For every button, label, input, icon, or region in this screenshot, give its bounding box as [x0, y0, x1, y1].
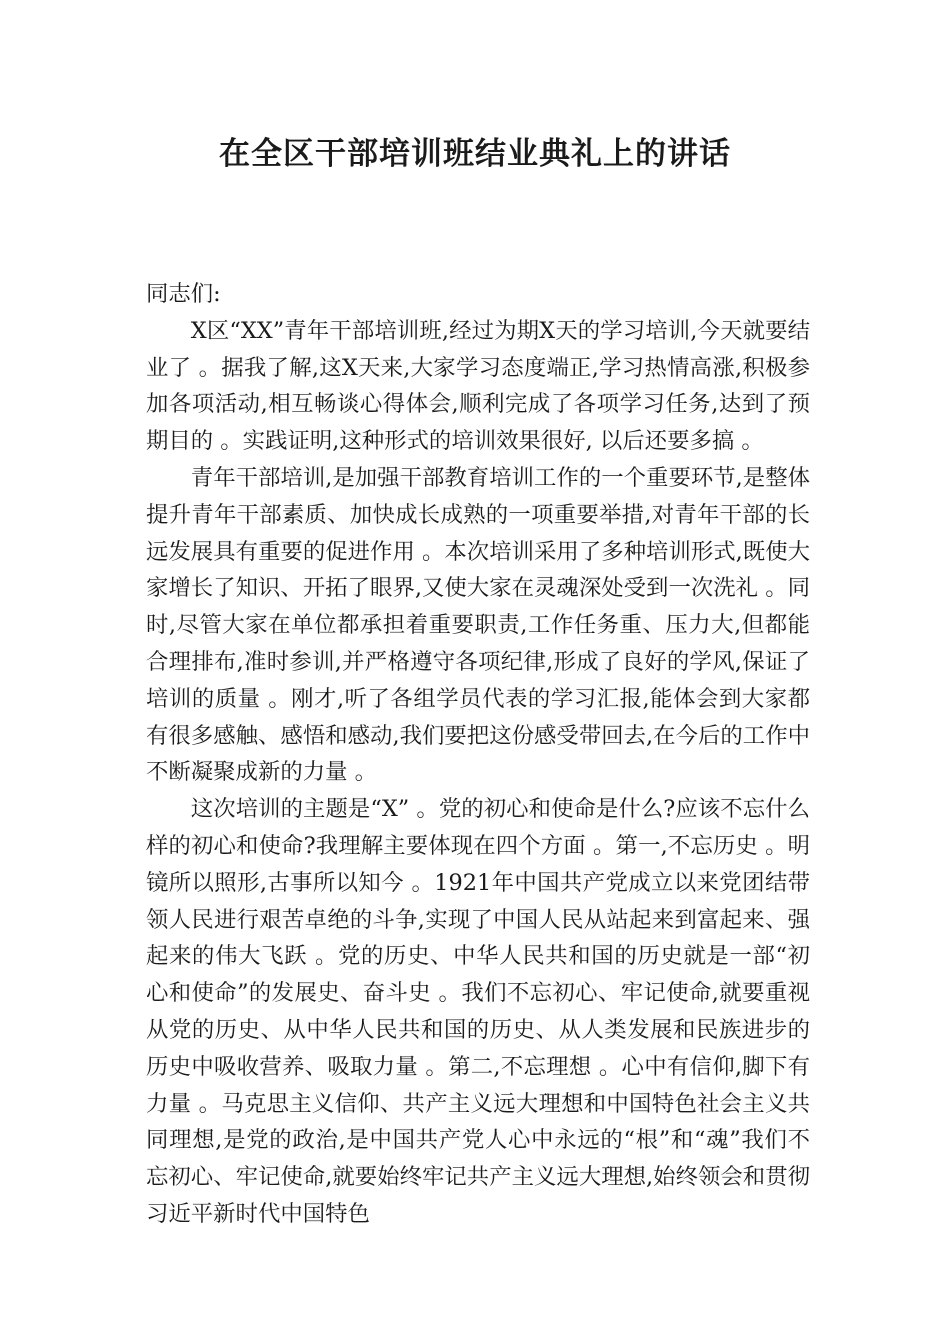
paragraph-2: 青年干部培训,是加强干部教育培训工作的一个重要环节,是整体提升青年干部素质、加快成长成熟的一项重要举措,对青年干部的长远发展具有重要的促进作用 。本次培训采用了多种培训形式,既使大家增长了知识、开拓了眼界,又使大家在灵魂深处受到一次洗礼 。同时,尽管大家在单位都承担着重要职责,工作任务重、压力大,但都能合理排布,准时参训,并严格遵守各项纪律,形成了良好的学风,保证了培训的质量 。刚才,听了各组学员代表的学习汇报,能体会到大家都有很多感触、感悟和感动,我们要把这份感受带回去,在今后的工作中不断凝聚成新的力量 。: [146, 464, 810, 786]
paragraph-1: X区“XX”青年干部培训班,经过为期X天的学习培训,今天就要结业了 。据我了解,这X天来,大家学习态度端正,学习热情高涨,积极参加各项活动,相互畅谈心得体会,顺利完成了各项学习任务,达到了预期目的 。实践证明,这种形式的培训效果很好, 以后还要多搞 。: [146, 317, 810, 455]
document-title: 在全区干部培训班结业典礼上的讲话: [219, 136, 731, 172]
salutation: 同志们:: [146, 281, 221, 307]
paragraph-3: 这次培训的主题是“X” 。党的初心和使命是什么?应该不忘什么样的初心和使命?我理解主要体现在四个方面 。第一,不忘历史 。明镜所以照形,古事所以知今 。1921年中国共产党成立以来党团结带领人民进行艰苦卓绝的斗争,实现了中国人民从站起来到富起来、强起来的伟大飞跃 。党的历史、中华人民共和国的历史就是一部“初心和使命”的发展史、奋斗史 。我们不忘初心、牢记使命,就要重视从党的历史、从中华人民共和国的历史、从人类发展和民族进步的历史中吸收营养、吸取力量 。第二,不忘理想 。心中有信仰,脚下有力量 。马克思主义信仰、共产主义远大理想和中国特色社会主义共同理想,是党的政治,是中国共产党人心中永远的“根”和“魂”我们不忘初心、牢记使命,就要始终牢记共产主义远大理想,始终领会和贯彻习近平新时代中国特色: [146, 796, 810, 1227]
document-body: [146, 276, 810, 1233]
